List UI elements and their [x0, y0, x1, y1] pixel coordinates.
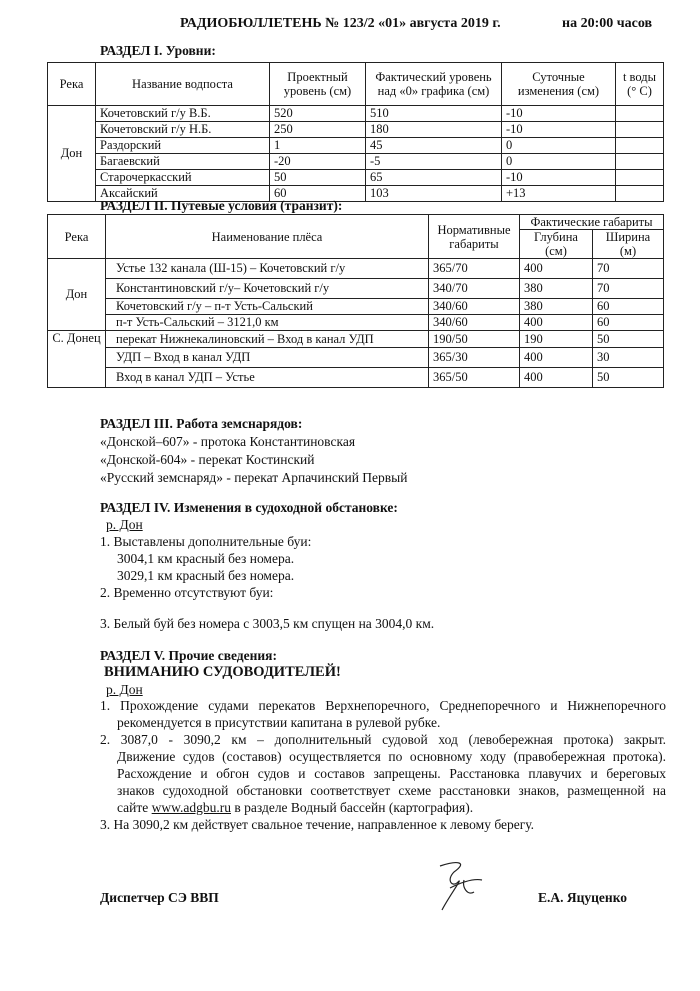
col-river: Река	[48, 63, 96, 106]
depth: 190	[520, 331, 593, 348]
project-level: -20	[270, 154, 366, 170]
info-paragraph	[117, 800, 473, 816]
col-actual-level: Фактический уровень над «0» графика (см)	[366, 63, 502, 106]
project-level: 520	[270, 106, 366, 122]
project-level: 60	[270, 186, 366, 202]
info-paragraph: 1. Прохождение судами перекатов Верхнепоречного, Среднепоречного и Нижнепоречного	[100, 698, 666, 713]
table-row	[48, 154, 664, 170]
info-paragraph: знаков судоходной обстановки соответствует схеме расстановки знаков, размещенной на	[117, 783, 666, 798]
daily-change: +13	[502, 186, 616, 202]
bulletin-time: на 20:00 часов	[562, 16, 653, 31]
river-cell: С. Донец	[48, 331, 106, 388]
depth: 400	[520, 315, 593, 331]
stretch-name: перекат Нижнекалиновский – Вход в канал УДП	[106, 331, 429, 348]
actual-level: 103	[366, 186, 502, 202]
route-conditions-table	[47, 214, 664, 388]
section-2-title: РАЗДЕЛ II. Путевые условия (транзит):	[100, 198, 343, 213]
river-cell: Дон	[48, 259, 106, 331]
dispatcher-position: Диспетчер СЭ ВВП	[100, 890, 219, 905]
section-1-title: РАЗДЕЛ I. Уровни:	[100, 43, 216, 58]
daily-change: -10	[502, 106, 616, 122]
daily-change: 0	[502, 154, 616, 170]
info-paragraph: рекомендуется в присутствии капитана в рулевой рубке.	[117, 715, 441, 730]
depth: 400	[520, 259, 593, 279]
norm-dimensions: 340/60	[429, 299, 520, 315]
col-project-level: Проектный уровень (см)	[270, 63, 366, 106]
table-row	[48, 348, 664, 368]
water-temp	[616, 138, 664, 154]
table-row	[48, 259, 664, 279]
actual-level: -5	[366, 154, 502, 170]
depth: 400	[520, 368, 593, 388]
col-stretch: Наименование плёса	[106, 215, 429, 259]
water-temp	[616, 154, 664, 170]
section-4-title: РАЗДЕЛ IV. Изменения в судоходной обстановке:	[100, 500, 398, 515]
width: 70	[593, 259, 664, 279]
bulletin-title: РАДИОБЮЛЛЕТЕНЬ № 123/2 «01» августа 2019 г.	[180, 16, 501, 31]
site-prefix: сайте	[117, 800, 149, 815]
changes-subitem: 3029,1 км красный без номера.	[117, 568, 295, 583]
width: 50	[593, 331, 664, 348]
table-row	[48, 106, 664, 122]
changes-subitem: 3004,1 км красный без номера.	[117, 551, 295, 566]
dredger-line: «Русский земснаряд» - перекат Арпачинский Первый	[100, 470, 408, 485]
changes-item: 1. Выставлены дополнительные буи:	[100, 534, 312, 549]
water-temp	[616, 186, 664, 202]
levels-table	[47, 62, 664, 202]
depth: 380	[520, 279, 593, 299]
station-name: Кочетовский г/у Н.Б.	[96, 122, 270, 138]
site-suffix: в разделе Водный бассейн (картография).	[234, 800, 474, 815]
actual-level: 180	[366, 122, 502, 138]
river-label: р. Дон	[106, 682, 143, 697]
norm-dimensions: 365/50	[429, 368, 520, 388]
river-cell: Дон	[48, 106, 96, 202]
col-depth: Глубина (см)	[520, 230, 593, 259]
depth: 400	[520, 348, 593, 368]
station-name: Кочетовский г/у В.Б.	[96, 106, 270, 122]
actual-level: 45	[366, 138, 502, 154]
stretch-name: Константиновский г/у– Кочетовский г/у	[106, 279, 429, 299]
stretch-name: Кочетовский г/у – п-т Усть-Сальский	[106, 299, 429, 315]
col-station: Название водпоста	[96, 63, 270, 106]
station-name: Раздорский	[96, 138, 270, 154]
col-water-temp: t воды (° C)	[616, 63, 664, 106]
water-temp	[616, 122, 664, 138]
width: 30	[593, 348, 664, 368]
table-row	[48, 299, 664, 315]
section-3-title: РАЗДЕЛ III. Работа земснарядов:	[100, 416, 303, 431]
width: 50	[593, 368, 664, 388]
daily-change: -10	[502, 170, 616, 186]
daily-change: -10	[502, 122, 616, 138]
levels-header-row	[48, 63, 664, 106]
col-daily-change: Суточные изменения (см)	[502, 63, 616, 106]
dispatcher-name: Е.А. Яцуценко	[538, 890, 628, 905]
attention-heading: ВНИМАНИЮ СУДОВОДИТЕЛЕЙ!	[104, 664, 341, 680]
col-river: Река	[48, 215, 106, 259]
signature-icon	[428, 858, 498, 918]
stretch-name: Вход в канал УДП – Устье	[106, 368, 429, 388]
table-row	[48, 331, 664, 348]
width: 70	[593, 279, 664, 299]
depth: 380	[520, 299, 593, 315]
project-level: 250	[270, 122, 366, 138]
section-5-title: РАЗДЕЛ V. Прочие сведения:	[100, 648, 277, 663]
norm-dimensions: 365/70	[429, 259, 520, 279]
info-paragraph: 3. На 3090,2 км действует свальное течение, направленное к левому берегу.	[100, 817, 535, 832]
route-header-row-1	[48, 215, 664, 230]
col-width: Ширина (м)	[593, 230, 664, 259]
station-name: Багаевский	[96, 154, 270, 170]
norm-dimensions: 190/50	[429, 331, 520, 348]
changes-item: 3. Белый буй без номера с 3003,5 км спущен на 3004,0 км.	[100, 616, 435, 631]
dredger-line: «Донской-604» - перекат Костинский	[100, 452, 315, 467]
daily-change: 0	[502, 138, 616, 154]
table-row	[48, 122, 664, 138]
river-label: р. Дон	[106, 517, 143, 532]
station-name: Аксайский	[96, 186, 270, 202]
stretch-name: Устье 132 канала (Ш-15) – Кочетовский г/у	[106, 259, 429, 279]
project-level: 50	[270, 170, 366, 186]
col-norm-dimensions: Нормативные габариты	[429, 215, 520, 259]
col-actual-dimensions: Фактические габариты	[520, 215, 664, 230]
station-name: Старочеркасский	[96, 170, 270, 186]
changes-item: 2. Временно отсутствуют буи:	[100, 585, 274, 600]
width: 60	[593, 315, 664, 331]
website-link[interactable]: www.adgbu.ru	[151, 800, 231, 815]
info-paragraph: Расхождение и обгон судов и составов запрещены. Расстановка плавучих и береговых	[117, 766, 666, 781]
table-row	[48, 368, 664, 388]
width: 60	[593, 299, 664, 315]
water-temp	[616, 106, 664, 122]
info-paragraph: Движение судов (составов) осуществляется по основному ходу (правобережная протока).	[117, 749, 666, 764]
table-row	[48, 279, 664, 299]
table-row	[48, 315, 664, 331]
table-row	[48, 170, 664, 186]
stretch-name: УДП – Вход в канал УДП	[106, 348, 429, 368]
actual-level: 65	[366, 170, 502, 186]
water-temp	[616, 170, 664, 186]
table-row	[48, 138, 664, 154]
stretch-name: п-т Усть-Сальский – 3121,0 км	[106, 315, 429, 331]
actual-level: 510	[366, 106, 502, 122]
info-paragraph: 2. 3087,0 - 3090,2 км – дополнительный судовой ход (левобережная протока) закрыт.	[100, 732, 666, 747]
dredger-line: «Донской–607» - протока Константиновская	[100, 434, 356, 449]
project-level: 1	[270, 138, 366, 154]
norm-dimensions: 365/30	[429, 348, 520, 368]
norm-dimensions: 340/70	[429, 279, 520, 299]
norm-dimensions: 340/60	[429, 315, 520, 331]
